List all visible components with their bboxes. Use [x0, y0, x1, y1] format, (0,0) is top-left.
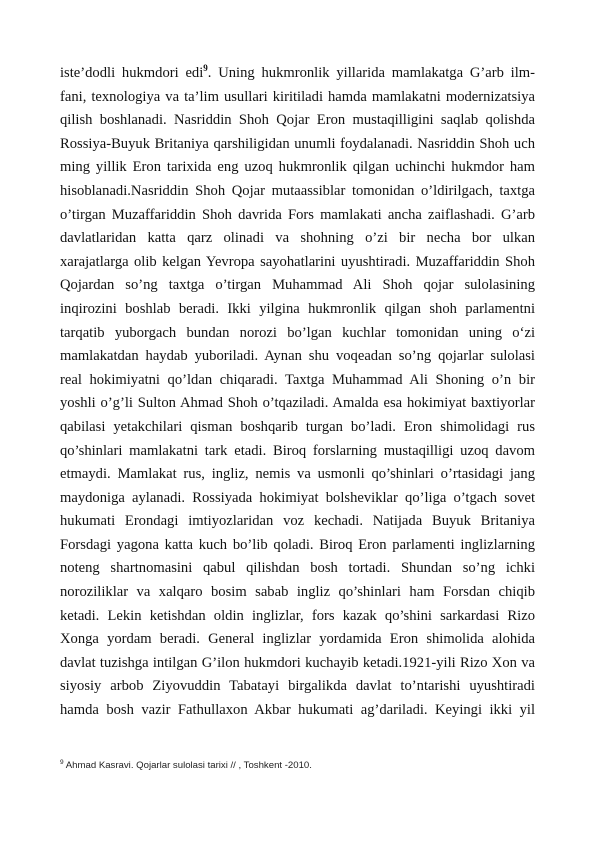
text-line-4: Rossiya-Buyuk Britaniya qarshiligidan unumli foydalanadi. Nasriddin Shoh uch [60, 135, 535, 152]
text-line-25: Xonga yordam beradi. General inglizlar yordamida Eron shimolida alohida [60, 631, 535, 648]
footnote-text: Ahmad Kasravi. Qojarlar sulolasi tarixi // , Toshkent -2010. [63, 760, 312, 771]
text-line-19: maydoniga aylanadi. Rossiyada hokimiyat bolsheviklar qo’liga o’tgach sovet [60, 489, 535, 506]
line-1-end: . Uning hukmronlik yillarida mamlakatga G’arb ilm- [207, 65, 535, 81]
text-line-11: inqirozini boshlab beradi. Ikki yilgina hukmronlik qilgan shoh parlamentni [60, 300, 535, 317]
text-line-6: hisoblanadi.Nasriddin Shoh Qojar mutaassiblar tomonidan o’ldirilgach, taxtga [60, 182, 535, 199]
text-line-9: xarajatlarga olib kelgan Yevropa sayohatlarini uyushtiradi. Muzaffariddin Shoh [60, 253, 535, 270]
line-1-start: iste’dodli hukmdori edi [60, 65, 204, 81]
text-line-23: noroziliklar va xalqaro bosim sabab ingliz qo’shinlari ham Forsdan chiqib [60, 584, 535, 601]
footnote-reference[interactable]: 9 [203, 63, 208, 74]
text-line-18: etmaydi. Mamlakat rus, ingliz, nemis va usmonli qo’shinlari o’rtasidagi jang [60, 466, 535, 483]
text-line-26: davlat tuzishga intilgan G’ilon hukmdori kuchayib ketadi.1921-yili Rizo Xon va [60, 654, 535, 671]
text-line-7: o’tirgan Muzaffariddin Shoh davrida Fors mamlakati ancha zaiflashadi. G’arb [60, 206, 535, 223]
text-line-28: hamda bosh vazir Fathullaxon Akbar hukumati ag’dariladi. Keyingi ikki yil [60, 702, 535, 719]
text-line-21: Forsdagi yagona katta kuch bo’lib qoladi. Biroq Eron parlamenti inglizlarning [60, 536, 535, 553]
text-line-8: davlatlaridan katta qarz olinadi va shohning o’zi bir necha bor ulkan [60, 230, 535, 247]
text-line-16: qabilasi yetakchilari qisman boshqarib turgan bo’ladi. Eron shimolidagi rus [60, 418, 535, 435]
text-line-5: ming yillik Eron tarixida eng uzoq hukmronlik qilgan uchinchi hukmdor ham [60, 159, 535, 176]
text-line-17: qo’shinlari mamlakatni tark etadi. Biroq forslarning mustaqilligi uzoq davom [60, 442, 535, 459]
text-line-2: fani, texnologiya va ta’lim usullari kiritiladi hamda mamlakatni modernizatsiya [60, 88, 535, 105]
document-body [60, 62, 535, 723]
text-line-1 [60, 62, 535, 86]
text-line-13: mamlakatdan haydab yuboriladi. Aynan shu voqeadan so’ng qojarlar sulolasi [60, 348, 535, 365]
text-line-12: tarqatib yuborgach bundan norozi bo’lgan kuchlar tomonidan uning o‘zi [60, 324, 535, 341]
footnote-mark: 9 [60, 758, 64, 766]
footnote [60, 759, 535, 773]
text-line-3: qilish boshlanadi. Nasriddin Shoh Qojar Eron mustaqilligini saqlab qolishda [60, 112, 535, 129]
text-line-27: siyosiy arbob Ziyovuddin Tabatayi birgalikda davlat to’ntarishi uyushtiradi [60, 678, 535, 695]
text-line-15: yoshli o’g’li Sulton Ahmad Shoh o’tqaziladi. Amalda esa hokimiyat baxtiyorlar [60, 395, 535, 412]
text-line-20: hukumati Erondagi imtiyozlaridan voz kechadi. Natijada Buyuk Britaniya [60, 513, 535, 530]
text-line-14: real hokimiyatni qo’ldan chiqaradi. Taxtga Muhammad Ali Shoning o’n bir [60, 371, 535, 388]
text-line-10: Qojardan so’ng taxtga o’tirgan Muhammad Ali Shoh qojar sulolasining [60, 277, 535, 294]
text-line-24: ketadi. Lekin ketishdan oldin inglizlar, fors kazak qo’shini sarkardasi Rizo [60, 607, 535, 624]
text-line-22: noteng shartnomasini qabul qilishdan bosh tortadi. Shundan so’ng ichki [60, 560, 535, 577]
